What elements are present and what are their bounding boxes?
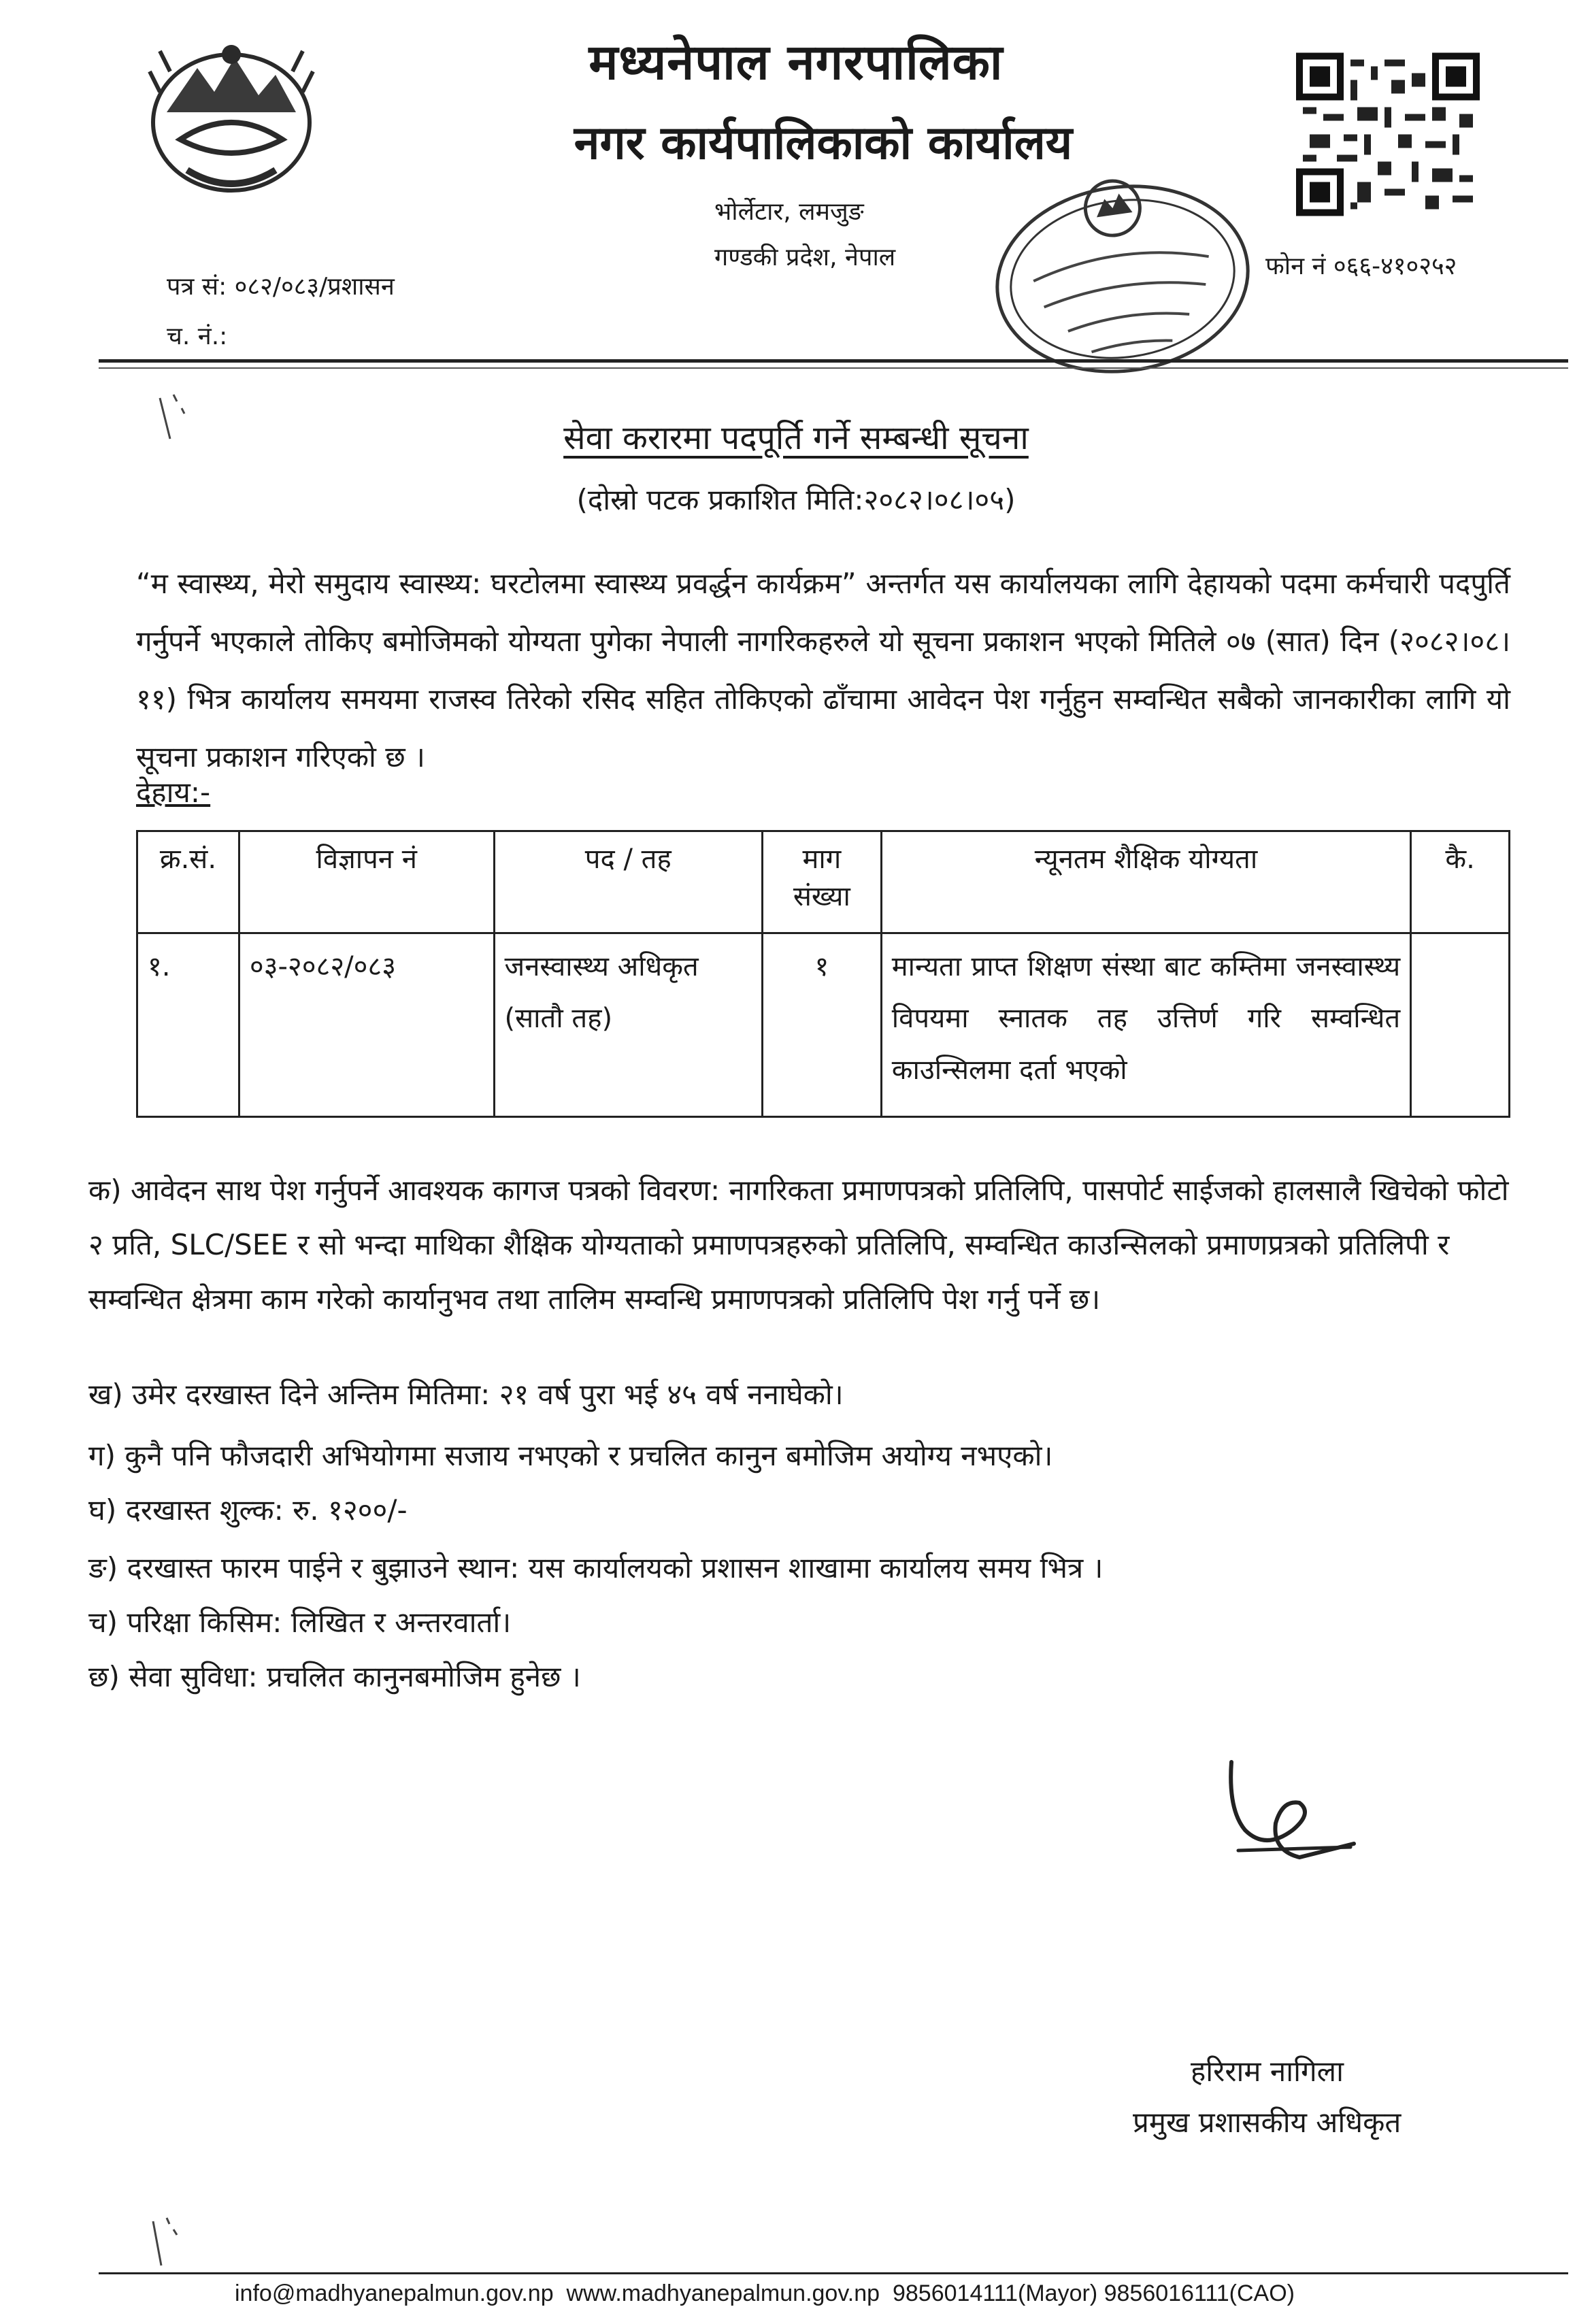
- condition-marker: ख): [88, 1378, 123, 1411]
- footer-email[interactable]: info@madhyanepalmun.gov.np: [235, 2280, 554, 2306]
- details-label: देहाय:-: [136, 776, 211, 809]
- cell-post: जनस्वास्थ्य अधिकृत (सातौ तह): [494, 933, 762, 1117]
- letter-number: पत्र सं: ०८२/०८३/प्रशासन: [167, 273, 395, 301]
- condition-text: उमेर दरखास्त दिने अन्तिम मितिमा: २१ वर्ष पुरा भई ४५ वर्ष ननाघेको।: [132, 1378, 844, 1411]
- vacancy-table: [136, 830, 1510, 1118]
- footer-website[interactable]: www.madhyanepalmun.gov.np: [566, 2280, 880, 2306]
- condition-gha: [88, 1483, 1517, 1538]
- phone-number: फोन नं ०६६-४१०२५२: [1265, 252, 1457, 280]
- header-remarks: कै.: [1411, 831, 1510, 933]
- address-line-2: गण्डकी प्रदेश, नेपाल: [714, 244, 896, 271]
- cell-remarks: [1411, 933, 1510, 1117]
- condition-marker: ग): [88, 1439, 116, 1472]
- condition-marker: छ): [88, 1660, 120, 1693]
- qr-code-icon: [1296, 51, 1480, 218]
- condition-text: दरखास्त शुल्क: रु. १२००/-: [125, 1493, 408, 1527]
- pencil-mark-icon: [146, 2214, 187, 2269]
- condition-text: दरखास्त फारम पाईने र बुझाउने स्थान: यस कार्यालयको प्रशासन शाखामा कार्यालय समय भित्र ।: [127, 1551, 1104, 1584]
- header-qualification: न्यूनतम शैक्षिक योग्यता: [881, 831, 1410, 933]
- header-demand-count: माग संख्या: [762, 831, 881, 933]
- municipality-name: मध्यनेपाल नगरपालिका: [588, 33, 1004, 90]
- signatory-role: प्रमुख प्रशासकीय अधिकृत: [1133, 2106, 1402, 2139]
- condition-marker: च): [88, 1606, 118, 1639]
- signature-icon: [1218, 1748, 1367, 1878]
- office-stamp-icon: [980, 167, 1265, 391]
- published-date: (दोस्रो पटक प्रकाशित मिति:२०८२।०८।०५): [576, 483, 1016, 516]
- condition-text: परिक्षा किसिम: लिखित र अन्तरवार्ता।: [127, 1606, 512, 1639]
- signatory-name: हरिराम नागिला: [1191, 2055, 1344, 2088]
- notice-title: सेवा करारमा पदपूर्ति गर्ने सम्बन्धी सूचना: [563, 419, 1029, 457]
- condition-ga: [88, 1429, 1517, 1483]
- footer-cao-phone: 9856016111(CAO): [1104, 2280, 1295, 2306]
- notice-paragraph: “म स्वास्थ्य, मेरो समुदाय स्वास्थ्य: घरटोलमा स्वास्थ्य प्रवर्द्धन कार्यक्रम” अन्तर्गत यस कार्यालयका लागि देहायको पदमा कर्मचारी पदपुर्ति गर्नुपर्ने भएकाले तोकिए बमोजिमको योग्यता पुगेका नेपाली नागरिकहरुले यो सूचना प्रकाशन भएको मितिले ०७ (सात) दिन (२०८२।०८।११) भित्र कार्यालय समयमा राजस्व तिरेको रसिद सहित तोकिएको ढाँचामा आवेदन पेश गर्नुहुन सम्वन्धित सबैको जानकारीका लागि यो सूचना प्रकाशन गरिएको छ ।: [136, 567, 1510, 774]
- cell-ad-number: ०३-२०८२/०८३: [239, 933, 494, 1117]
- header-ad-number: विज्ञापन नं: [239, 831, 494, 933]
- condition-kha: [88, 1367, 1517, 1422]
- cell-serial: १.: [137, 933, 239, 1117]
- header-divider: [99, 359, 1568, 363]
- cell-demand-count: १: [762, 933, 881, 1117]
- table-header-row: [137, 831, 1510, 933]
- dispatch-number: च. नं.:: [167, 322, 228, 350]
- condition-cha: [88, 1595, 1517, 1650]
- condition-text: सेवा सुविधा: प्रचलित कानुनबमोजिम हुनेछ ।: [129, 1660, 581, 1693]
- condition-marker: घ): [88, 1493, 117, 1527]
- header-serial: क्र.सं.: [137, 831, 239, 933]
- condition-chha: [88, 1650, 1517, 1704]
- footer-divider: [99, 2272, 1568, 2274]
- condition-ka: [88, 1163, 1517, 1327]
- cell-qualification: मान्यता प्राप्त शिक्षण संस्था बाट कम्तिमा जनस्वास्थ्य विपयमा स्नातक तह उत्तिर्ण गरि सम्वन्धित काउन्सिलमा दर्ता भएको: [881, 933, 1410, 1117]
- condition-marker: क): [88, 1174, 122, 1207]
- condition-text: कुनै पनि फौजदारी अभियोगमा सजाय नभएको र प्रचलित कानुन बमोजिम अयोग्य नभएको।: [125, 1439, 1053, 1472]
- header-post: पद / तह: [494, 831, 762, 933]
- condition-marker: ङ): [88, 1551, 118, 1584]
- footer-mayor-phone: 9856014111(Mayor): [892, 2280, 1098, 2306]
- table-row: [137, 933, 1510, 1117]
- address-line-1: भोर्लेटार, लमजुङ: [714, 198, 864, 226]
- header-divider-thin: [99, 367, 1568, 369]
- condition-text: आवेदन साथ पेश गर्नुपर्ने आवश्यक कागज पत्रको विवरण: नागरिकता प्रमाणपत्रको प्रतिलिपि, पासपोर्ट साईजको हालसालै खिचेको फोटो २ प्रति, SLC/SEE र सो भन्दा माथिका शैक्षिक योग्यताको प्रमाणपत्रहरुको प्रतिलिपि, सम्वन्धित काउन्सिलको प्रमाणप्रत्रको प्रतिलिपी र सम्वन्धित क्षेत्रमा काम गरेको कार्यानुभव तथा तालिम सम्वन्धि प्रमाणपत्रको प्रतिलिपि पेश गर्नु पर्ने छ।: [88, 1174, 1509, 1316]
- footer-contacts: [235, 2280, 1295, 2307]
- condition-nga: [88, 1541, 1517, 1595]
- office-name: नगर कार्यपालिकाको कार्यालय: [574, 116, 1073, 170]
